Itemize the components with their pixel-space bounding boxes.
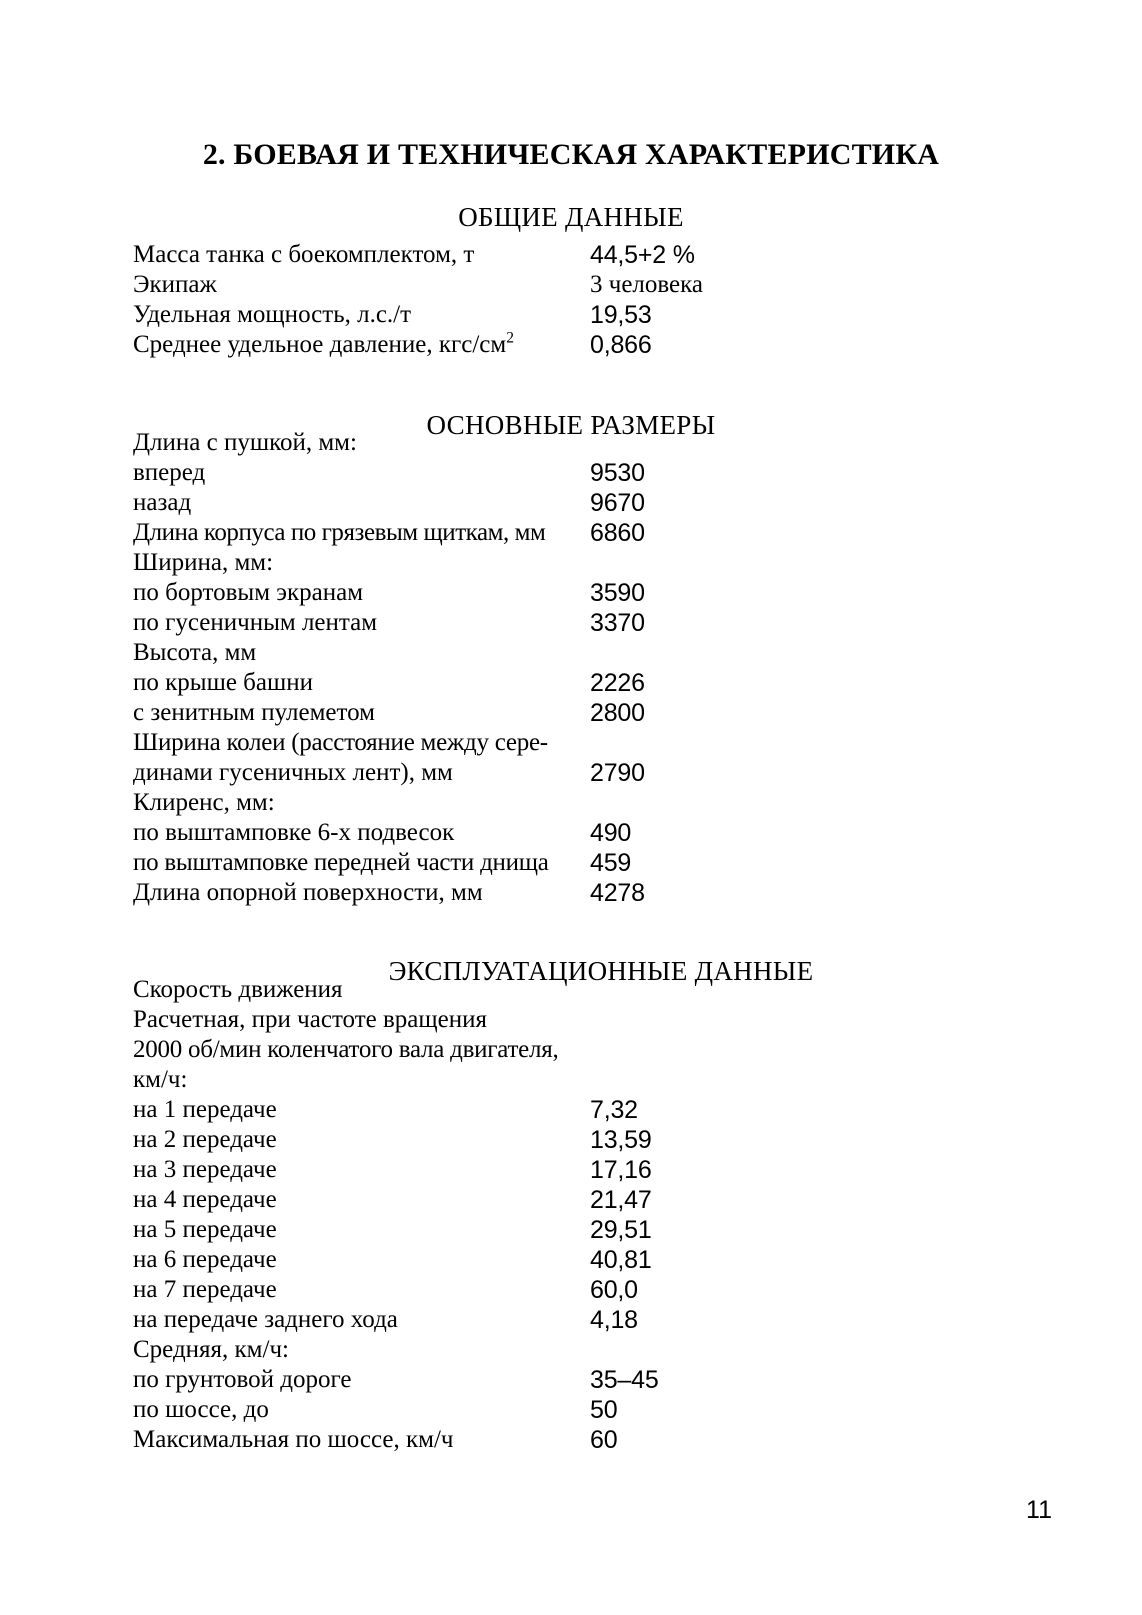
row-label: по гусеничным лентам [133,609,378,636]
row-label: по бортовым экранам [133,579,364,606]
data-row [133,728,1093,758]
row-value: 50 [590,1396,618,1424]
row-label: Длина опорной поверхности, мм [133,879,483,906]
data-row [133,1275,1093,1305]
dimensions-data-block [133,428,1093,908]
row-label: Экипаж [133,271,217,298]
data-row [133,488,1093,518]
data-row [133,518,1093,548]
data-row [133,848,1093,878]
row-label: Ширина, мм: [133,549,274,576]
data-row [133,1365,1093,1395]
data-row [133,668,1093,698]
row-label: с зенитным пулеметом [133,699,375,726]
row-label: назад [133,489,192,516]
row-value: 29,51 [590,1216,652,1244]
data-row [133,1395,1093,1425]
data-row [133,878,1093,908]
section-heading-operational: ЭКСПЛУАТАЦИОННЫЕ ДАННЫЕ [388,956,814,987]
row-value: 44,5+2 % [590,241,695,269]
operational-data-block [133,975,1093,1455]
row-label: по выштамповке 6-х подвесок [133,819,455,846]
data-row [133,788,1093,818]
data-row [133,1305,1093,1335]
row-value: 3 человека [590,271,704,298]
row-label: на 6 передаче [133,1246,277,1273]
data-row [133,1335,1093,1365]
row-value: 2790 [590,759,645,787]
data-row [133,975,1093,1005]
data-row [133,698,1093,728]
row-value: 17,16 [590,1156,652,1184]
row-label: Скорость движения [133,976,343,1003]
row-label: на 1 передаче [133,1096,277,1123]
row-value: 19,53 [590,301,652,329]
row-value: 9670 [590,489,645,517]
row-value: 3370 [590,609,645,637]
general-data-block [133,240,1093,360]
row-label: вперед [133,459,206,486]
row-label: Клиренс, мм: [133,789,275,816]
data-row [133,578,1093,608]
row-value: 4278 [590,879,645,907]
row-label: Ширина колеи (расстояние между сере- [133,729,548,756]
data-row [133,330,1093,360]
data-row [133,758,1093,788]
row-value: 490 [590,819,632,847]
row-label: по выштамповке передней части днища [133,849,549,876]
data-row [133,458,1093,488]
page-title: 2. БОЕВАЯ И ТЕХНИЧЕСКАЯ ХАРАКТЕРИСТИКА [202,138,940,172]
row-label: Средняя, км/ч: [133,1336,289,1363]
row-label: Длина корпуса по грязевым щиткам, мм [133,519,546,546]
row-label: на передаче заднего хода [133,1306,398,1333]
data-row [133,548,1093,578]
row-label: Высота, мм [133,639,257,666]
data-row [133,1065,1093,1095]
row-label-text: Среднее удельное давление, кгс/см [133,331,507,358]
row-label: Удельная мощность, л.с./т [133,301,412,328]
row-label: по шоссе, до [133,1396,269,1423]
row-value: 13,59 [590,1126,652,1154]
row-label-superscript: 2 [506,329,514,347]
row-value: 459 [590,849,632,877]
data-row [133,638,1093,668]
row-label: Длина с пушкой, мм: [133,429,357,456]
row-value: 6860 [590,519,645,547]
section-heading-general: ОБЩИЕ ДАННЫЕ [458,202,684,233]
row-value: 9530 [590,459,645,487]
row-label: Масса танка с боекомплектом, т [133,241,475,268]
row-value: 60 [590,1426,618,1454]
data-row [133,1005,1093,1035]
row-label: на 7 передаче [133,1276,277,1303]
row-label: Максимальная по шоссе, км/ч [133,1426,454,1453]
row-value: 35–45 [590,1366,659,1394]
data-row [133,1425,1093,1455]
data-row [133,300,1093,330]
row-value: 21,47 [590,1186,652,1214]
row-value: 3590 [590,579,645,607]
row-label: Расчетная, при частоте вращения [133,1006,487,1033]
row-label: 2000 об/мин коленчатого вала двигателя, [133,1036,559,1063]
row-label: км/ч: [133,1066,188,1093]
page-number: 11 [1026,1496,1052,1524]
row-label: на 3 передаче [133,1156,277,1183]
row-label: на 5 передаче [133,1216,277,1243]
data-row [133,1245,1093,1275]
row-label: на 2 передаче [133,1126,277,1153]
row-value: 0,866 [590,331,652,359]
data-row [133,818,1093,848]
data-row [133,1095,1093,1125]
row-value: 40,81 [590,1246,652,1274]
row-value: 4,18 [590,1306,638,1334]
row-label: на 4 передаче [133,1186,277,1213]
row-value: 2226 [590,669,645,697]
data-row [133,608,1093,638]
row-value: 2800 [590,699,645,727]
data-row [133,428,1093,458]
row-label [133,330,514,360]
row-value: 7,32 [590,1096,638,1124]
row-label: динами гусеничных лент), мм [133,759,453,786]
row-label: по крыше башни [133,669,313,696]
data-row [133,240,1093,270]
data-row [133,1125,1093,1155]
section-heading-dimensions: ОСНОВНЫЕ РАЗМЕРЫ [426,410,716,441]
data-row [133,1185,1093,1215]
data-row [133,1155,1093,1185]
row-value: 60,0 [590,1276,638,1304]
data-row [133,1215,1093,1245]
data-row [133,1035,1093,1065]
row-label: по грунтовой дороге [133,1366,352,1393]
data-row [133,270,1093,300]
